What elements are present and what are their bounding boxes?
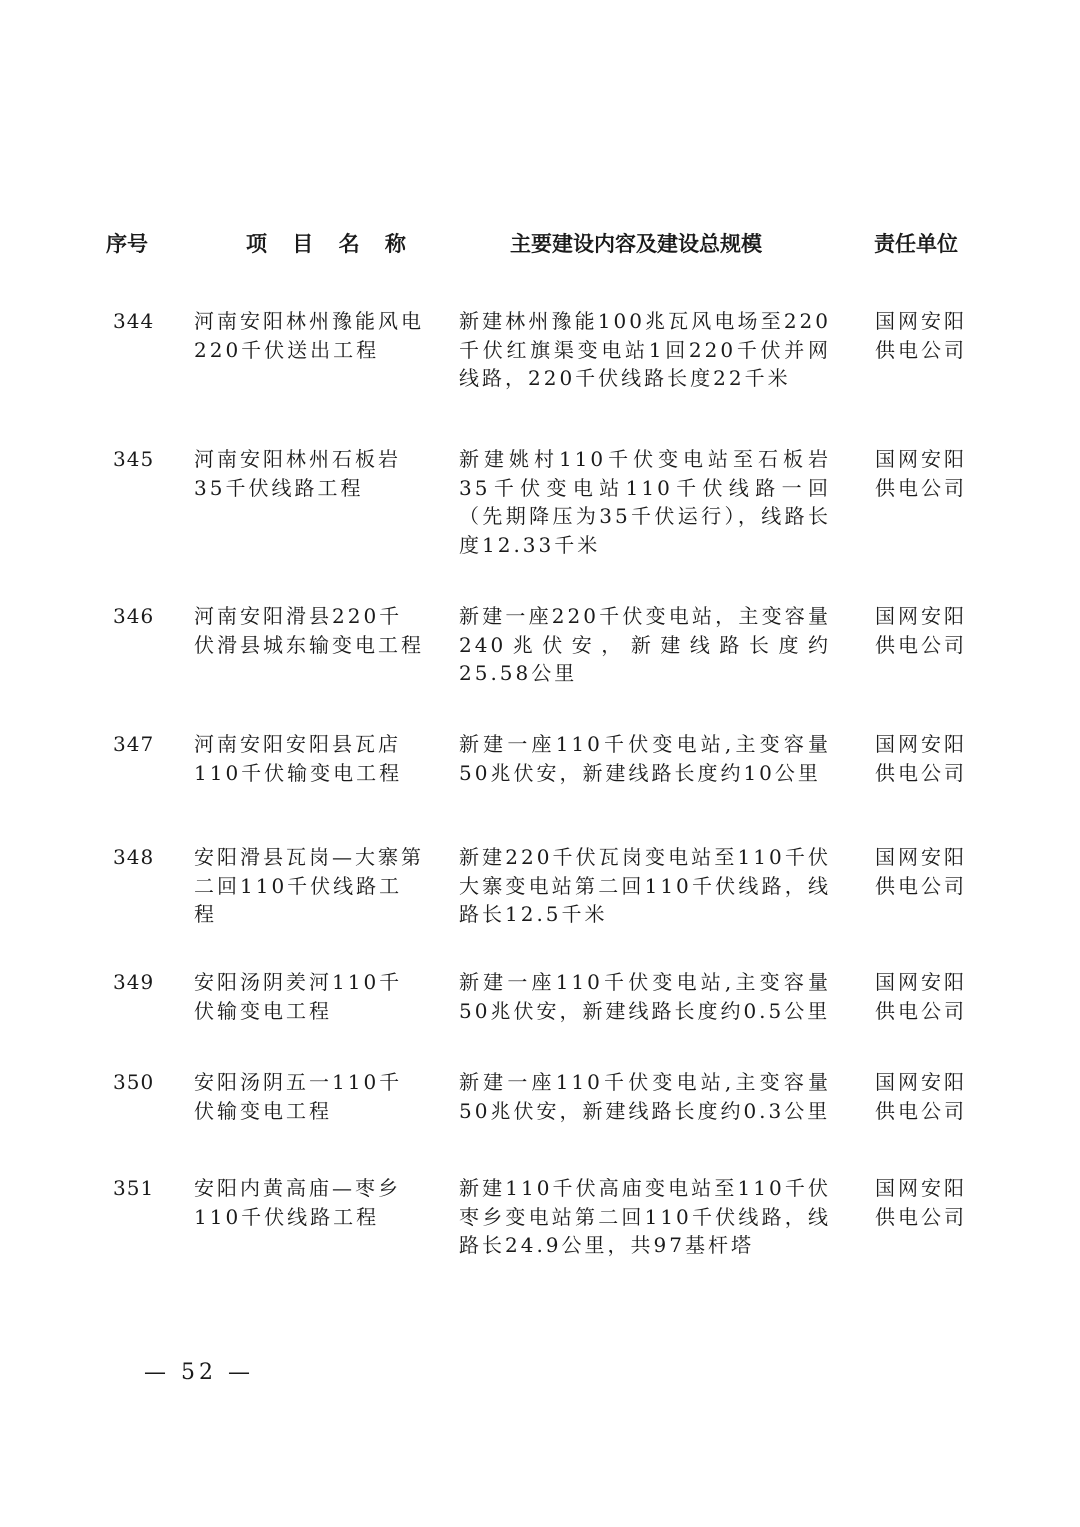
row-unit: 国网安阳供电公司 [875,309,967,362]
header-unit: 责任单位 [874,232,958,256]
row-unit: 国网安阳供电公司 [875,1176,967,1229]
row-name: 河南安阳林州豫能风电220千伏送出工程 [194,309,424,362]
row-name: 安阳汤阴羑河110千伏输变电工程 [194,970,403,1023]
page-number: — 52 — [144,1360,254,1385]
row-unit: 国网安阳供电公司 [875,604,967,657]
row-unit: 国网安阳供电公司 [875,732,967,785]
row-name: 安阳汤阴五一110千伏输变电工程 [194,1070,403,1123]
row-seq: 345 [113,447,155,471]
header-name: 项 目 名 称 [246,232,415,256]
row-seq: 344 [113,309,155,333]
header-content: 主要建设内容及建设总规模 [510,232,762,256]
row-unit: 国网安阳供电公司 [875,447,967,500]
row-unit: 国网安阳供电公司 [875,845,967,898]
row-content: 新建一座220千伏变电站，主变容量240兆伏安，新建线路长度约25.58公里 [459,604,831,685]
row-content: 新建一座110千伏变电站,主变容量50兆伏安，新建线路长度约0.3公里 [459,1070,831,1123]
row-content: 新建林州豫能100兆瓦风电场至220千伏红旗渠变电站1回220千伏并网线路，220千伏线路长度22千米 [459,309,831,390]
table-header [0,228,1080,262]
row-seq: 348 [113,845,155,869]
row-name: 安阳滑县瓦岗—大寨第二回110千伏线路工程 [194,845,424,926]
row-name: 河南安阳林州石板岩35千伏线路工程 [194,447,401,500]
row-unit: 国网安阳供电公司 [875,1070,967,1123]
row-seq: 351 [113,1176,155,1200]
row-name: 河南安阳滑县220千伏滑县城东输变电工程 [194,604,424,657]
row-seq: 349 [113,970,155,994]
row-content: 新建一座110千伏变电站,主变容量50兆伏安，新建线路长度约10公里 [459,732,831,785]
row-content: 新建110千伏高庙变电站至110千伏枣乡变电站第二回110千伏线路，线路长24.9公里，共97基杆塔 [459,1176,831,1257]
row-seq: 350 [113,1070,155,1094]
row-seq: 347 [113,732,155,756]
header-seq: 序号 [106,232,148,256]
row-content: 新建一座110千伏变电站,主变容量50兆伏安，新建线路长度约0.5公里 [459,970,831,1023]
row-seq: 346 [113,604,155,628]
row-name: 河南安阳安阳县瓦店110千伏输变电工程 [194,732,403,785]
row-name: 安阳内黄高庙—枣乡110千伏线路工程 [194,1176,401,1229]
row-content: 新建220千伏瓦岗变电站至110千伏大寨变电站第二回110千伏线路，线路长12.5千米 [459,845,831,926]
row-content: 新建姚村110千伏变电站至石板岩35千伏变电站110千伏线路一回（先期降压为35千伏运行），线路长度12.33千米 [459,447,831,557]
row-unit: 国网安阳供电公司 [875,970,967,1023]
